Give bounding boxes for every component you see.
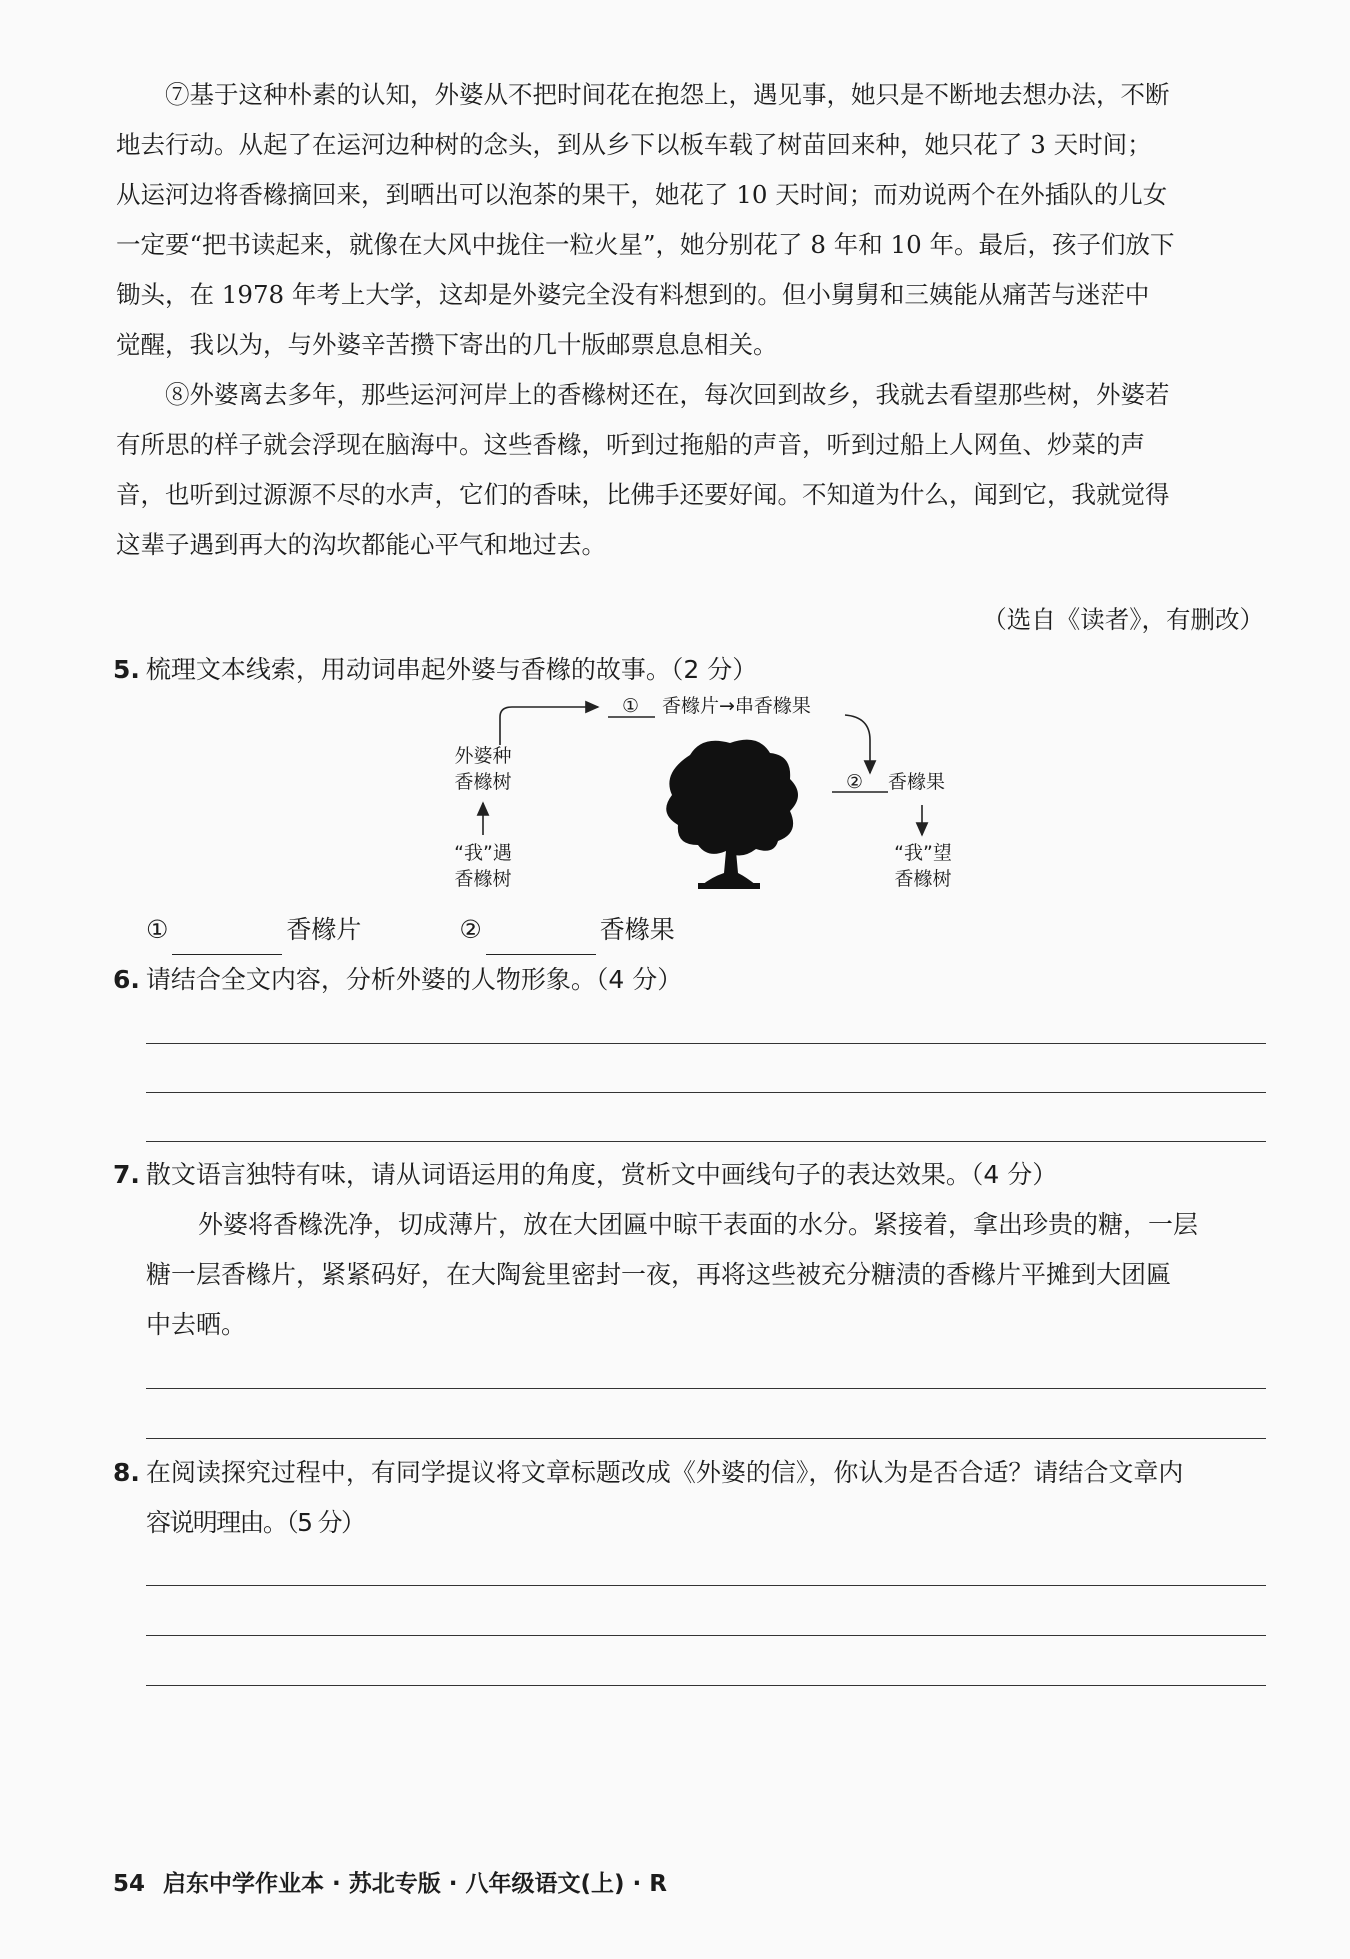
question-6 xyxy=(113,955,1273,1005)
answer-blank-1[interactable] xyxy=(172,930,282,955)
paragraph-7 xyxy=(116,70,1266,370)
question-8 xyxy=(113,1448,1273,1498)
page-footer xyxy=(113,1865,667,1898)
question-8-continued xyxy=(146,1498,1306,1548)
quote-line: 外婆将香橼洗净，切成薄片，放在大团匾中晾干表面的水分。紧接着，拿出珍贵的糖，一层 xyxy=(198,1210,1199,1239)
text-line: 有所思的样子就会浮现在脑海中。这些香橼，听到过拖船的声音，听到过船上人网鱼、炒菜的声 xyxy=(116,430,1145,459)
question-number: 5. xyxy=(113,655,140,684)
question-text: 梳理文本线索，用动词串起外婆与香橼的故事。（2 分） xyxy=(145,655,758,684)
question-number: 8. xyxy=(113,1458,140,1487)
q5-answer-row xyxy=(146,905,675,955)
text-line: 从运河边将香橼摘回来，到晒出可以泡茶的果干，她花了 10 天时间；而劝说两个在外插队的儿女 xyxy=(116,180,1168,209)
answer-mark-2: ② xyxy=(459,915,482,944)
node-i-look: “我”望 香橼树 xyxy=(894,842,952,890)
question-text: 请结合全文内容，分析外婆的人物形象。（4 分） xyxy=(145,965,683,994)
diagram-fruit-label: 香橼果 xyxy=(888,771,946,793)
answer-line[interactable] xyxy=(146,1635,1266,1636)
question-7 xyxy=(113,1150,1273,1200)
answer-line[interactable] xyxy=(146,1438,1266,1439)
answer-line[interactable] xyxy=(146,1043,1266,1044)
answer-line[interactable] xyxy=(146,1685,1266,1686)
text-line: 锄头，在 1978 年考上大学，这却是外婆完全没有料想到的。但小舅舅和三姨能从痛苦与迷茫中 xyxy=(116,280,1150,309)
question-text: 容说明理由。（5 分） xyxy=(146,1508,365,1537)
diagram-mark-1: ① xyxy=(622,695,640,717)
question-text: 在阅读探究过程中，有同学提议将文章标题改成《外婆的信》，你认为是否合适？请结合文章内 xyxy=(145,1458,1184,1487)
arrow-to-slices xyxy=(500,707,598,745)
question-text: 散文语言独特有味，请从词语运用的角度，赏析文中画线句子的表达效果。（4 分） xyxy=(145,1160,1058,1189)
answer-label-2: 香橼果 xyxy=(599,915,675,944)
question-number: 7. xyxy=(113,1160,140,1189)
answer-label-1: 香橼片 xyxy=(286,915,362,944)
text-line: 音，也听到过源源不尽的水声，它们的香味，比佛手还要好闻。不知道为什么，闻到它，我就觉得 xyxy=(116,480,1170,509)
node-grandma-plants: 外婆种 香橼树 xyxy=(454,745,512,793)
tree-silhouette-icon xyxy=(666,740,798,889)
quote-line: 糖一层香橼片，紧紧码好，在大陶瓮里密封一夜，再将这些被充分糖渍的香橼片平摊到大团匾 xyxy=(146,1260,1172,1289)
book-title: 启东中学作业本 · 苏北专版 · 八年级语文(上) · R xyxy=(163,1871,668,1897)
question-5 xyxy=(113,645,1273,695)
text-line: 这辈子遇到再大的沟坎都能心平气和地过去。 xyxy=(116,530,606,559)
text-line: 地去行动。从起了在运河边种树的念头，到从乡下以板车载了树苗回来种，她只花了 3 天时间； xyxy=(116,130,1152,159)
diagram-slices-label: 香橼片→串香橼果 xyxy=(662,695,811,717)
page-number: 54 xyxy=(113,1871,146,1897)
answer-line[interactable] xyxy=(146,1388,1266,1389)
diagram-mark-2: ② xyxy=(846,771,864,793)
paragraph-8 xyxy=(116,370,1266,570)
answer-line[interactable] xyxy=(146,1585,1266,1586)
story-flow-diagram xyxy=(440,695,1000,905)
text-line: 觉醒，我以为，与外婆辛苦攒下寄出的几十版邮票息息相关。 xyxy=(116,330,778,359)
answer-mark-1: ① xyxy=(146,915,169,944)
text-line: ⑧外婆离去多年，那些运河河岸上的香橼树还在，每次回到故乡，我就去看望那些树，外婆若 xyxy=(165,380,1170,409)
text-line: ⑦基于这种朴素的认知，外婆从不把时间花在抱怨上，遇见事，她只是不断地去想办法，不断 xyxy=(165,80,1170,109)
text-line: 一定要“把书读起来，就像在大风中拢住一粒火星”，她分别花了 8 年和 10 年。最后，孩子们放下 xyxy=(116,230,1175,259)
question-number: 6. xyxy=(113,965,140,994)
arrow-to-fruit xyxy=(845,715,870,773)
q7-quote xyxy=(146,1200,1271,1350)
quote-line: 中去晒。 xyxy=(146,1310,247,1339)
source-citation: （选自《读者》，有删改） xyxy=(982,605,1264,634)
node-i-meet: “我”遇 香橼树 xyxy=(454,842,512,890)
answer-blank-2[interactable] xyxy=(486,930,596,955)
answer-line[interactable] xyxy=(146,1141,1266,1142)
answer-line[interactable] xyxy=(146,1092,1266,1093)
